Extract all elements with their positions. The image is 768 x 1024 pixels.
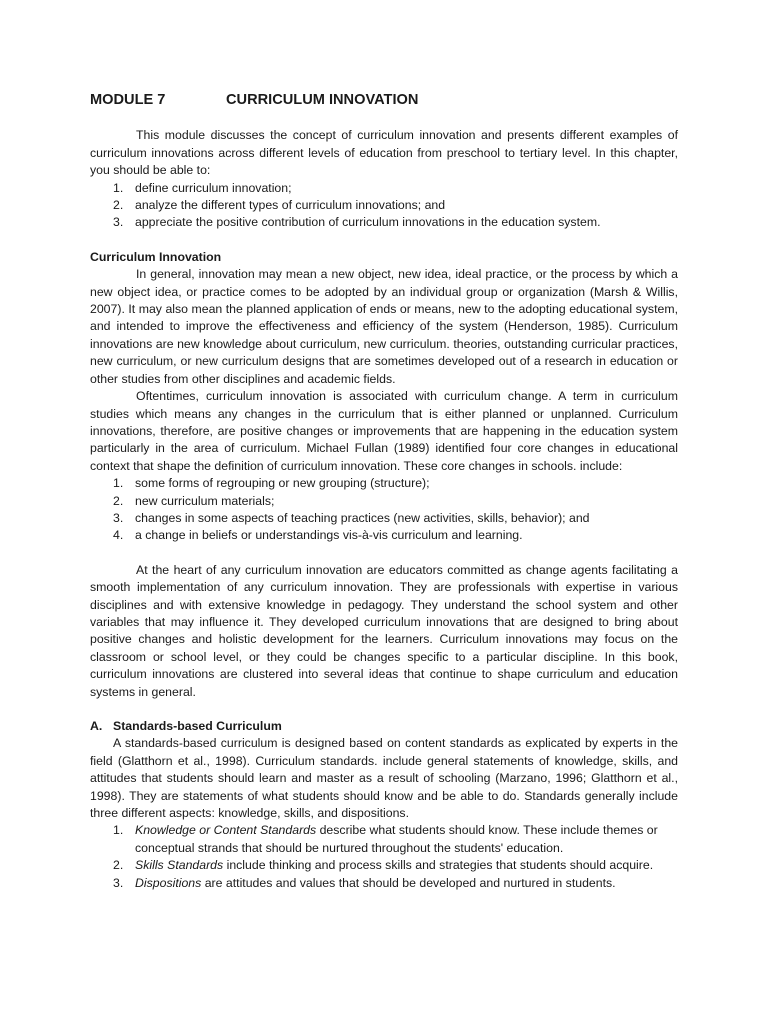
list-item	[90, 510, 678, 527]
list-item-number: 3.	[113, 875, 124, 890]
term: Skills Standards	[135, 858, 224, 873]
list-item-number: 1.	[113, 823, 124, 838]
definition: are attitudes and values that should be developed and nurtured in students.	[201, 875, 616, 890]
list-item	[90, 475, 678, 492]
list-item-number: 1.	[113, 180, 124, 195]
module-number: MODULE 7	[90, 92, 166, 108]
list-item-number: 2.	[113, 493, 124, 508]
term: Knowledge or Content Standards	[135, 823, 317, 838]
objectives-list	[90, 180, 678, 232]
list-item-number: 3.	[113, 510, 124, 525]
list-item	[90, 180, 678, 197]
definition: describe what students should know. These include themes or conceptual strands that should be nurtured throughout the students' education.	[135, 823, 658, 855]
list-item-number: 2.	[113, 858, 124, 873]
paragraph: In general, innovation may mean a new object, new idea, ideal practice, or the process by which a new object idea, or practice comes to be adopted by an individual group or organization (Marsh & Willis, 2007). It may also mean the planned application of ends or means, new to the adopting educational system, and intended to improve the effectiveness and efficiency of the system (Henderson, 1985). Curriculum innovations are new knowledge about curriculum, new curriculum. theories, outstanding curricular practices, new curriculum, or new curriculum designs that are sometimes developed out of a research in education or other studies from other disciplines and academic fields.	[90, 267, 678, 386]
term: Dispositions	[135, 875, 202, 890]
list-item	[90, 527, 678, 544]
spacer	[90, 545, 678, 562]
list-item-text: define curriculum innovation;	[135, 180, 292, 195]
list-item-number: 3.	[113, 215, 124, 230]
list-item-text: analyze the different types of curriculum innovations; and	[135, 198, 446, 213]
list-item-number: 2.	[113, 198, 124, 213]
section-title: Standards-based Curriculum	[113, 719, 282, 733]
core-changes-list	[90, 475, 678, 545]
section-heading-standards-based	[90, 718, 678, 735]
paragraph: At the heart of any curriculum innovation are educators committed as change agents facilitating a smooth implementation of any curriculum innovation. They are professionals with expertise in various disciplines and with extensive knowledge in pedagogy. They understand the school system and other variables that may influence it. They developed curriculum innovations that are designed to bring about positive changes and holistic development for the learners. Curriculum innovations may focus on the classroom or school level, or they could be changes specific to a particular discipline. In this book, curriculum innovations are clustered into several ideas that continue to shape curriculum and education systems in general.	[90, 562, 678, 699]
section-heading-curriculum-innovation: Curriculum Innovation	[90, 249, 222, 264]
list-item-number: 1.	[113, 476, 124, 491]
standards-list	[90, 822, 678, 892]
list-item	[90, 857, 678, 874]
list-item-text: new curriculum materials;	[135, 493, 275, 508]
list-item	[90, 214, 678, 231]
list-item-text	[135, 822, 678, 857]
list-item-text: changes in some aspects of teaching practices (new activities, skills, behavior); and	[135, 510, 590, 525]
list-item-text: appreciate the positive contribution of curriculum innovations in the education system.	[135, 215, 601, 230]
list-item-text	[135, 857, 678, 874]
paragraph: Oftentimes, curriculum innovation is associated with curriculum change. A term in curriculum studies which means any changes in the curriculum that is either planned or unplanned. Curriculum innovations, therefore, are positive changes or improvements that are happening in the education system particularly in the area of curriculum. Michael Fullan (1989) identified four core changes in educational context that shape the definition of curriculum innovation. These core changes in schools. include:	[90, 389, 678, 473]
list-item	[90, 493, 678, 510]
intro-paragraph: This module discusses the concept of curriculum innovation and presents different examples of curriculum innovations across different levels of education from preschool to tertiary level. In this chapter, you should be able to:	[90, 128, 678, 178]
list-item-text: a change in beliefs or understandings vis-à-vis curriculum and learning.	[135, 528, 523, 543]
list-item-number: 4.	[113, 528, 124, 543]
document-page	[90, 92, 678, 892]
module-name: CURRICULUM INNOVATION	[226, 92, 419, 108]
definition: include thinking and process skills and strategies that students should acquire.	[223, 858, 654, 873]
paragraph: A standards-based curriculum is designed based on content standards as explicated by experts in the field (Glatthorn et al., 1998). Curriculum standards. include general statements of knowledge, skills, and attitudes that students should learn and master as a result of schooling (Marzano, 1996; Glatthorn et al., 1998). They are statements of what students should know and be able to do. Standards generally include three different aspects: knowledge, skills, and dispositions.	[90, 736, 678, 821]
list-item	[90, 875, 678, 892]
list-item-text: some forms of regrouping or new grouping (structure);	[135, 476, 430, 491]
module-title	[90, 92, 678, 109]
list-item-text	[135, 875, 678, 892]
list-item	[90, 197, 678, 214]
section-letter: A.	[90, 719, 103, 733]
list-item	[90, 822, 678, 857]
